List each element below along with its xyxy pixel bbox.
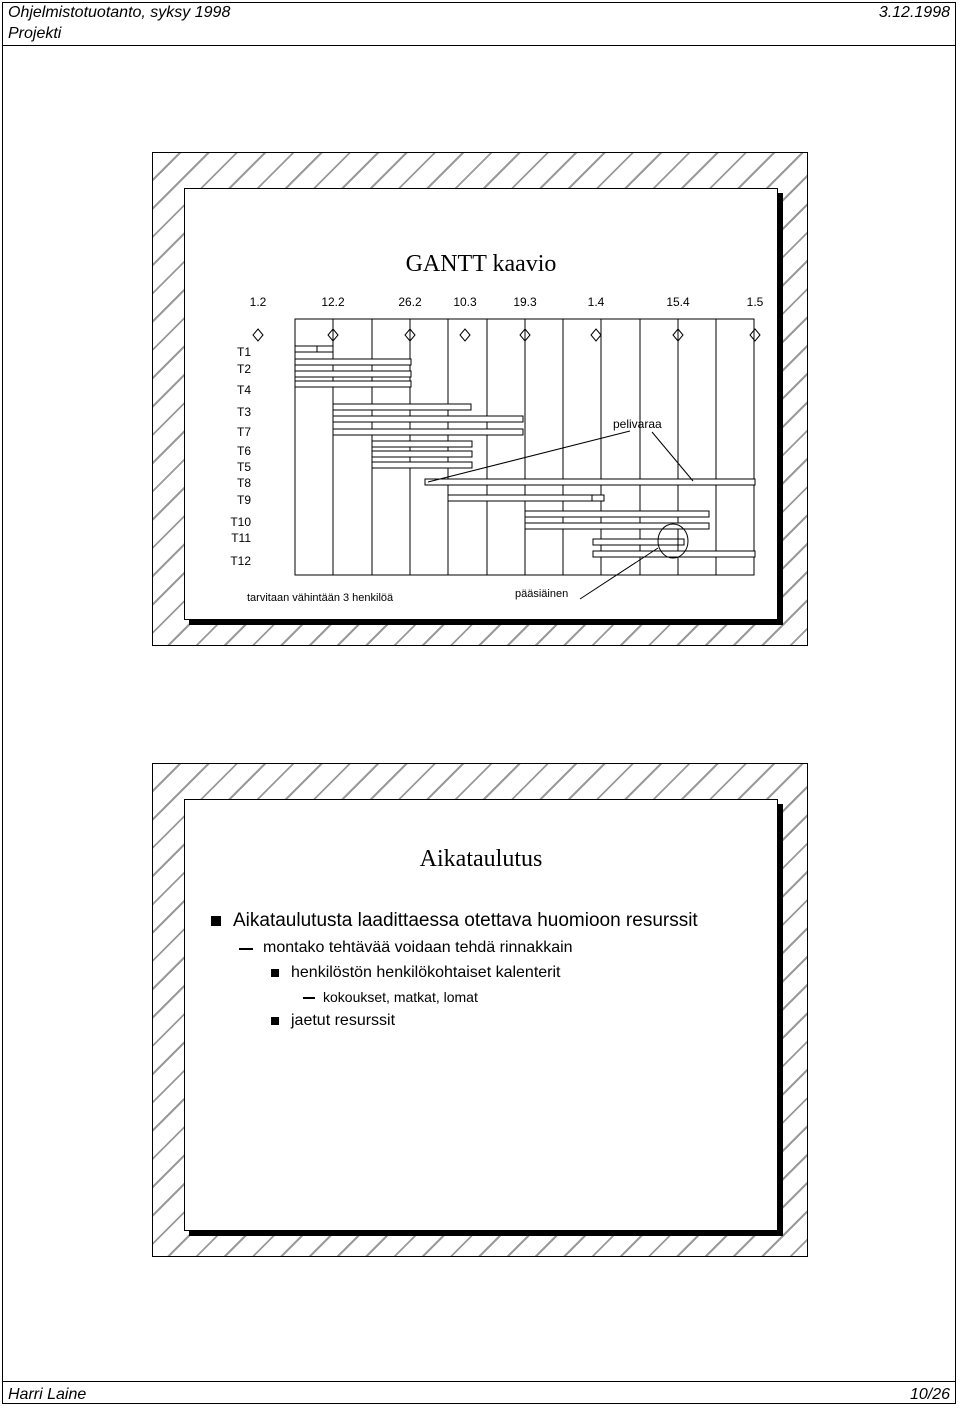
task-label: T4 [236,383,251,397]
task-label: T5 [236,460,251,474]
task-bar [592,495,604,501]
gantt-chart [185,189,778,620]
task-bar [593,551,755,557]
task-bar [295,346,317,352]
task-bar [425,479,755,485]
date-label: 19.3 [513,295,537,309]
task-bar [372,441,472,447]
square-bullet-icon [271,969,279,977]
task-bar [333,416,523,422]
task-bar [333,429,523,435]
task-bar [295,359,411,365]
task-label: T1 [236,345,251,359]
slack-pointer-2 [652,432,693,481]
task-label: T7 [236,425,251,439]
task-label: T10 [230,515,251,529]
header-date: 3.12.1998 [878,4,950,21]
milestone-diamond-icon [591,329,601,341]
date-label: 1.5 [746,295,764,309]
slide-title: Aikataulutus [419,846,543,872]
task-bar [333,404,471,410]
dash-bullet-icon [303,997,315,999]
course-title: Ohjelmistotuotanto, syksy 1998 [8,4,231,21]
square-bullet-icon [271,1017,279,1025]
bullet-level2 [207,937,757,959]
date-label: 10.3 [453,295,477,309]
task-bar [372,462,472,468]
task-bar [295,381,411,387]
resource-annotation: tarvitaan vähintään 3 henkilöä [247,592,394,604]
date-label: 1.2 [249,295,267,309]
task-bar [317,346,333,352]
task-label: T6 [236,444,251,458]
task-label: T11 [231,531,251,545]
milestone-diamond-icon [253,329,263,341]
date-label: 15.4 [666,295,690,309]
slide-title: GANTT kaavio [405,251,557,277]
task-bar [678,539,684,545]
header-divider [2,45,956,46]
square-bullet-icon [211,916,221,926]
task-bar [525,511,709,517]
bullet-level1 [207,908,757,933]
milestone-diamond-icon [460,329,470,341]
easter-annotation: pääsiäinen [515,588,569,600]
bullet-text: Aikataulutusta laadittaessa otettava huomioon resurssit [233,910,698,931]
bullet-text: kokoukset, matkat, lomat [323,989,478,1005]
bullet-level3 [207,962,757,984]
footer-author: Harri Laine [8,1386,87,1403]
task-bar [448,495,592,501]
task-label: T9 [236,493,251,507]
bullet-text: montako tehtävää voidaan tehdä rinnakkain [263,939,573,956]
slide-gantt [152,152,808,646]
date-label: 26.2 [398,295,422,309]
page-number: 10/26 [909,1386,950,1403]
task-label: T12 [230,554,251,568]
task-bar [372,451,472,457]
task-label: T2 [236,362,251,376]
date-label: 1.4 [587,295,605,309]
task-bar [525,523,709,529]
slide-aikataulutus [152,763,808,1257]
bullet-list [207,908,757,1035]
task-bar [295,371,411,377]
dash-bullet-icon [239,948,253,950]
footer-divider [2,1381,956,1382]
bullet-level3 [207,1010,757,1032]
bullet-text: jaetut resurssit [291,1012,396,1029]
task-bar [593,539,681,545]
section-title: Projekti [8,25,62,42]
task-label: T8 [236,476,251,490]
bullet-text: henkilöstön henkilökohtaiset kalenterit [291,964,561,981]
slack-annotation: pelivaraa [613,417,662,431]
task-label: T3 [236,405,251,419]
slide-aikataulutus-content [184,799,778,1231]
slide-gantt-content [184,188,778,620]
bullet-level4 [207,987,757,1007]
milestone-diamond-icon [750,329,760,341]
date-label: 12.2 [321,295,345,309]
